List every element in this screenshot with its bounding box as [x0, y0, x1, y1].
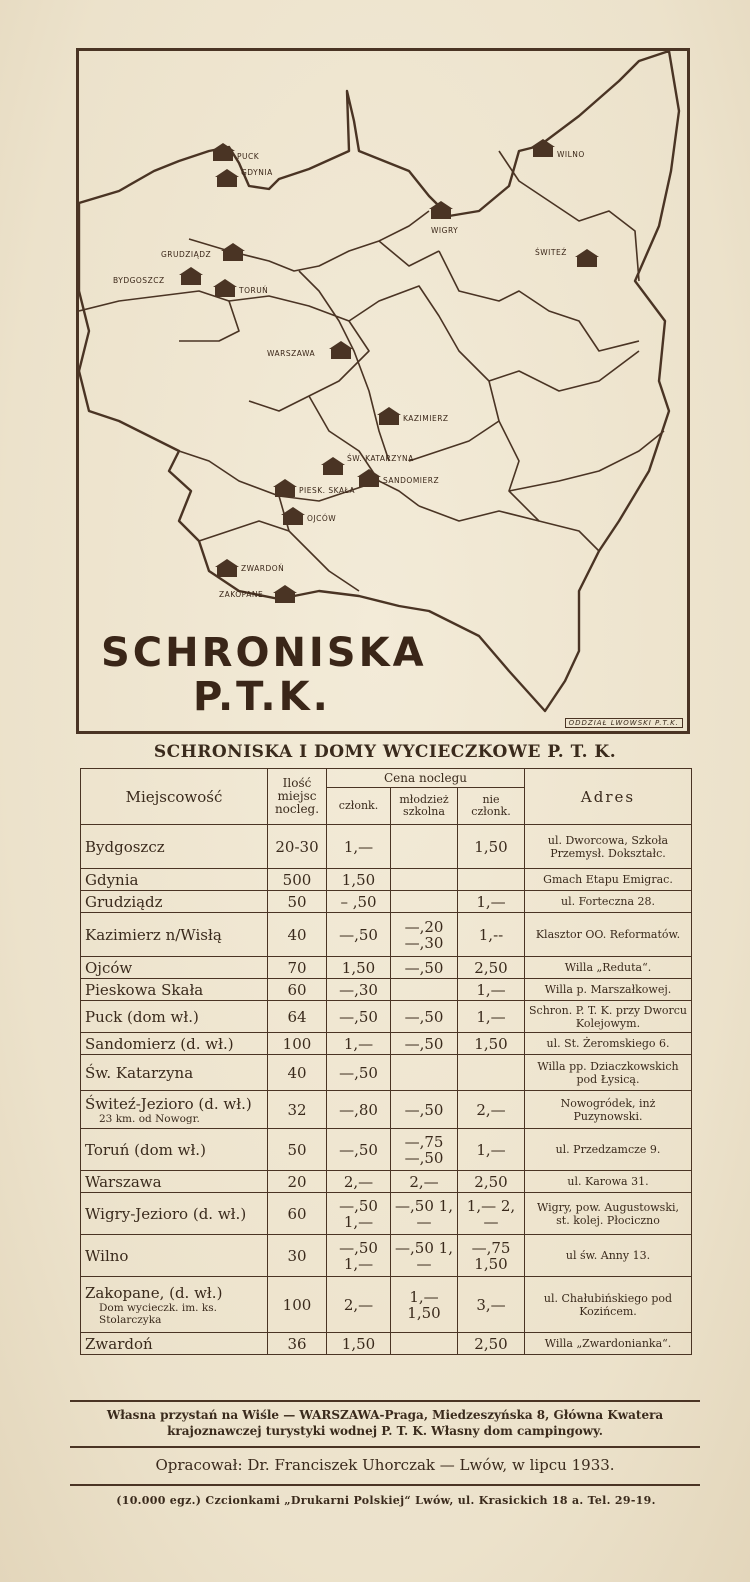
col-header-mlodziez: [391, 788, 458, 825]
cell-czlonk-text: —,50 1,—: [339, 1196, 378, 1231]
cell-czlonk: [327, 1333, 391, 1355]
cell-mlodziez-text: 1,— 1,50: [407, 1287, 441, 1322]
cell-miejscowosc-text: Ojców: [85, 958, 133, 977]
cell-miejsc: [268, 1333, 327, 1355]
cell-nie: [458, 1171, 525, 1193]
cell-mlodziez: [391, 957, 458, 979]
cell-miejscowosc: [81, 825, 268, 869]
cell-mlodziez: [391, 1129, 458, 1171]
cell-miejsc-text: 60: [287, 1204, 307, 1223]
cell-adres: [525, 1171, 692, 1193]
region-boundary: [419, 506, 539, 521]
place-label: PUCK: [237, 152, 260, 161]
cell-adres: [525, 1277, 692, 1333]
place-label: KAZIMIERZ: [403, 414, 449, 423]
table-row: [81, 1171, 692, 1193]
divider: [70, 1446, 700, 1448]
region-boundary: [79, 291, 239, 341]
cell-miejsc-text: 36: [287, 1334, 307, 1353]
cell-czlonk: [327, 1193, 391, 1235]
cell-miejsc: [268, 913, 327, 957]
shelter-icon: [429, 201, 453, 219]
poland-map: [79, 51, 687, 731]
region-boundary: [199, 521, 289, 541]
cell-nie: [458, 1055, 525, 1091]
cell-nie: [458, 957, 525, 979]
cell-mlodziez: [391, 1235, 458, 1277]
map-credit: ODDZIAŁ LWOWSKI P.T.K.: [565, 718, 683, 728]
place-label: OJCÓW: [307, 514, 337, 523]
cell-czlonk-text: 2,—: [343, 1172, 374, 1191]
cell-adres-text: Willa pp. Dziaczkowskich pod Łysicą.: [537, 1059, 679, 1086]
cell-miejscowosc: [81, 1055, 268, 1091]
cell-miejsc: [268, 1171, 327, 1193]
place-label: WARSZAWA: [267, 349, 316, 358]
cell-nie-text: —,75 1,50: [471, 1238, 511, 1273]
place-label: PIESK. SKAŁA: [299, 486, 355, 495]
cell-nie: [458, 1235, 525, 1277]
place-label: WIGRY: [431, 226, 459, 235]
cell-adres: [525, 913, 692, 957]
table-row: [81, 1091, 692, 1129]
cell-czlonk: [327, 825, 391, 869]
cell-nie-text: 1,--: [478, 925, 504, 944]
cell-miejscowosc-sub: 23 km. od Nowogr.: [99, 1112, 200, 1125]
shelter-icon: [215, 559, 239, 577]
cell-miejscowosc: [81, 1277, 268, 1333]
cell-czlonk-text: 1,—: [343, 837, 374, 856]
cell-czlonk: [327, 1277, 391, 1333]
cell-nie: [458, 979, 525, 1001]
cell-czlonk: [327, 979, 391, 1001]
cell-miejsc: [268, 1277, 327, 1333]
cell-adres: [525, 825, 692, 869]
cell-adres-text: Wigry, pow. Augustowski, st. kolej. Płociczno: [536, 1200, 680, 1227]
cell-mlodziez-text: —,50: [404, 958, 444, 977]
cell-miejscowosc-text: Kazimierz n/Wisłą: [85, 925, 222, 944]
cell-adres-text: ul. Forteczna 28.: [560, 895, 656, 908]
border-outline: [79, 51, 679, 711]
river: [299, 271, 389, 461]
col-header-mlodziez-1: młodzież: [399, 793, 449, 806]
cell-nie-text: 1,— 2,—: [466, 1196, 516, 1231]
cell-miejsc-text: 50: [287, 892, 307, 911]
col-header-ilosc-1: Ilość: [282, 776, 312, 790]
shelter-icon: [377, 407, 401, 425]
cell-miejsc: [268, 957, 327, 979]
table-row: [81, 1055, 692, 1091]
shelter-icon: [221, 243, 245, 261]
cell-miejsc: [268, 1033, 327, 1055]
cell-adres-text: ul św. Anny 13.: [565, 1249, 651, 1262]
place-label: ŚWITEŹ: [535, 248, 567, 257]
region-boundary: [439, 251, 639, 351]
cell-miejscowosc-text: Toruń (dom wł.): [85, 1140, 206, 1159]
shelter-icon: [575, 249, 599, 267]
cell-mlodziez: [391, 1055, 458, 1091]
region-boundary: [379, 241, 439, 266]
shelter-icon: [329, 341, 353, 359]
cell-nie: [458, 1033, 525, 1055]
place-label: SANDOMIERZ: [383, 476, 440, 485]
cell-adres-text: Willa „Zwardonianka“.: [544, 1337, 672, 1350]
col-header-miejscowosc: Miejscowość: [81, 769, 268, 825]
table-heading: SCHRONISKA I DOMY WYCIECZKOWE P. T. K.: [153, 742, 617, 762]
place-label: ŚW. KATARZYNA: [347, 454, 414, 463]
cell-mlodziez-text: —,50 1,—: [395, 1238, 453, 1273]
cell-mlodziez-text: —,50 1,—: [395, 1196, 453, 1231]
footer-print: (10.000 egz.) Czcionkami „Drukarni Polskiej“ Lwów, ul. Krasickich 18 a. Tel. 29-19.: [116, 1494, 656, 1507]
cell-adres: [525, 869, 692, 891]
cell-miejsc-text: 64: [287, 1007, 307, 1026]
cell-adres: [525, 1235, 692, 1277]
cell-mlodziez: [391, 1001, 458, 1033]
cell-adres-text: Klasztor OO. Reformatów.: [535, 928, 681, 941]
cell-miejsc: [268, 979, 327, 1001]
cell-adres-text: ul. Karowa 31.: [567, 1175, 649, 1188]
cell-czlonk-text: —,80: [339, 1100, 378, 1119]
cell-nie-text: 3,—: [476, 1295, 506, 1314]
col-header-nie-1: nie: [482, 793, 500, 806]
map-title-line2: P.T.K.: [193, 674, 331, 720]
cell-czlonk-text: 2,—: [343, 1295, 374, 1314]
cell-adres: [525, 957, 692, 979]
cell-miejscowosc: [81, 869, 268, 891]
table-row: [81, 869, 692, 891]
cell-czlonk-text: – ,50: [340, 892, 377, 911]
place-label: ZAKOPANE: [219, 590, 264, 599]
cell-miejsc-text: 20: [287, 1172, 307, 1191]
table-row: [81, 913, 692, 957]
cell-nie: [458, 1193, 525, 1235]
cell-nie: [458, 1277, 525, 1333]
cell-miejsc: [268, 1235, 327, 1277]
shelter-icon: [215, 169, 239, 187]
table-row: [81, 979, 692, 1001]
cell-miejsc-text: 100: [282, 1295, 312, 1314]
map-frame: [76, 48, 690, 734]
shelter-icon: [211, 143, 235, 161]
cell-miejscowosc: [81, 913, 268, 957]
cell-adres: [525, 1033, 692, 1055]
cell-nie: [458, 825, 525, 869]
cell-miejscowosc-text: Grudziądz: [85, 892, 163, 911]
cell-adres: [525, 891, 692, 913]
cell-czlonk-text: —,50: [339, 1140, 378, 1159]
cell-mlodziez: [391, 1171, 458, 1193]
cell-adres: [525, 1091, 692, 1129]
cell-nie: [458, 891, 525, 913]
cell-mlodziez: [391, 1333, 458, 1355]
cell-mlodziez-text: —,50: [404, 1034, 444, 1053]
cell-miejsc: [268, 1055, 327, 1091]
cell-nie-text: 1,50: [474, 837, 508, 856]
cell-mlodziez-text: 2,—: [409, 1172, 439, 1191]
cell-miejscowosc-text: Św. Katarzyna: [85, 1063, 194, 1082]
col-header-nie-2: członk.: [471, 805, 511, 818]
cell-miejscowosc-text: Świteź-Jezioro (d. wł.): [85, 1094, 252, 1113]
cell-miejscowosc: [81, 1193, 268, 1235]
cell-czlonk-text: 1,50: [341, 1334, 376, 1353]
cell-adres: [525, 1333, 692, 1355]
region-boundary: [499, 151, 639, 281]
cell-adres-text: Gmach Etapu Emigrac.: [543, 873, 673, 886]
table-row: [81, 1129, 692, 1171]
cell-miejsc: [268, 1091, 327, 1129]
table-row: [81, 1001, 692, 1033]
cell-miejscowosc: [81, 1001, 268, 1033]
cell-czlonk-text: 1,—: [343, 1034, 374, 1053]
cell-czlonk-text: —,50: [339, 925, 378, 944]
col-header-ilosc: [268, 769, 327, 825]
cell-miejscowosc-sub: Dom wycieczk. im. ks. Stolarczyka: [99, 1301, 217, 1326]
cell-adres-text: ul. St. Żeromskiego 6.: [546, 1037, 670, 1050]
cell-nie: [458, 869, 525, 891]
cell-nie: [458, 1129, 525, 1171]
cell-mlodziez: [391, 1091, 458, 1129]
place-label: ZWARDOŃ: [241, 564, 285, 573]
col-header-czlonk: członk.: [327, 788, 391, 825]
cell-adres-text: ul. Dworcowa, Szkoła Przemysł. Dokształc.: [547, 833, 669, 860]
cell-miejscowosc: [81, 957, 268, 979]
cell-miejscowosc-text: Pieskowa Skała: [85, 980, 204, 999]
cell-nie: [458, 1091, 525, 1129]
cell-nie-text: 1,—: [476, 1140, 506, 1159]
shelter-icon: [273, 479, 297, 497]
cell-mlodziez-text: —,50: [404, 1007, 444, 1026]
cell-mlodziez-text: —,20 —,30: [404, 917, 444, 952]
place-label: BYDGOSZCZ: [113, 276, 165, 285]
cell-miejsc-text: 500: [282, 870, 312, 889]
cell-nie-text: 2,50: [474, 1334, 508, 1353]
cell-miejscowosc: [81, 1033, 268, 1055]
cell-miejscowosc: [81, 1129, 268, 1171]
cell-miejsc: [268, 1193, 327, 1235]
region-boundary: [499, 421, 599, 551]
region-boundary: [489, 351, 639, 391]
shelter-icon: [357, 469, 381, 487]
table-row: [81, 891, 692, 913]
cell-miejscowosc: [81, 1333, 268, 1355]
cell-adres-text: Willa p. Marszałkowej.: [544, 983, 672, 996]
cell-miejscowosc: [81, 979, 268, 1001]
divider: [70, 1400, 700, 1402]
cell-adres: [525, 1129, 692, 1171]
place-label: GRUDZIĄDZ: [161, 250, 212, 259]
region-boundary: [189, 211, 429, 271]
cell-adres-text: Nowogródek, inż Puzynowski.: [560, 1096, 656, 1123]
cell-miejsc-text: 50: [287, 1140, 307, 1159]
col-header-mlodziez-2: szkolna: [403, 805, 445, 818]
cell-mlodziez: [391, 1277, 458, 1333]
table-row: [81, 957, 692, 979]
col-header-ilosc-3: nocleg.: [274, 802, 320, 816]
cell-czlonk-text: 1,50: [341, 958, 376, 977]
cell-miejsc: [268, 1001, 327, 1033]
region-boundary: [509, 431, 664, 491]
cell-miejscowosc-text: Sandomierz (d. wł.): [85, 1034, 234, 1053]
cell-mlodziez: [391, 825, 458, 869]
cell-czlonk: [327, 1129, 391, 1171]
cell-nie-text: 1,—: [476, 1007, 506, 1026]
cell-adres: [525, 1193, 692, 1235]
cell-czlonk-text: —,50: [339, 1007, 378, 1026]
cell-czlonk: [327, 957, 391, 979]
footer-note: Własna przystań na Wiśle — WARSZAWA-Praga, Miedzeszyńska 8, Główna Kwatera krajoznawczej turystyki wodnej P. T. K. Własny dom campingowy.: [106, 1408, 664, 1438]
cell-czlonk: [327, 1171, 391, 1193]
cell-miejscowosc-text: Zakopane, (d. wł.): [85, 1283, 223, 1302]
cell-czlonk: [327, 1091, 391, 1129]
place-label: WILNO: [557, 150, 585, 159]
cell-mlodziez-text: —,50: [404, 1100, 444, 1119]
table-row: [81, 1277, 692, 1333]
col-header-cena: Cena noclegu: [327, 769, 525, 788]
cell-miejscowosc-text: Puck (dom wł.): [85, 1007, 199, 1026]
table-row: [81, 825, 692, 869]
table-row: [81, 1333, 692, 1355]
cell-czlonk: [327, 913, 391, 957]
cell-nie: [458, 1001, 525, 1033]
table-row: [81, 1235, 692, 1277]
cell-miejsc-text: 20-30: [275, 837, 319, 856]
map-title-line1: SCHRONISKA: [101, 630, 427, 676]
cell-mlodziez-text: —,75 —,50: [404, 1132, 444, 1167]
shelter-icon: [213, 279, 237, 297]
shelter-icon: [321, 457, 345, 475]
cell-miejsc-text: 70: [287, 958, 307, 977]
cell-miejscowosc: [81, 1091, 268, 1129]
cell-czlonk: [327, 1033, 391, 1055]
cell-nie: [458, 1333, 525, 1355]
divider: [70, 1484, 700, 1486]
cell-miejsc: [268, 825, 327, 869]
col-header-ilosc-2: miejsc: [277, 789, 317, 803]
shelter-icon: [281, 507, 305, 525]
cell-miejsc-text: 60: [287, 980, 307, 999]
cell-czlonk-text: —,50 1,—: [339, 1238, 378, 1273]
cell-adres: [525, 1055, 692, 1091]
cell-nie-text: 2,50: [474, 958, 508, 977]
cell-miejscowosc: [81, 891, 268, 913]
footer-author: Opracował: Dr. Franciszek Uhorczak — Lwów, w lipcu 1933.: [155, 1456, 615, 1474]
col-header-adres: Adres: [525, 769, 692, 825]
cell-miejscowosc-text: Bydgoszcz: [85, 837, 165, 856]
shelter-icon: [531, 139, 555, 157]
cell-czlonk: [327, 1001, 391, 1033]
cell-miejsc: [268, 869, 327, 891]
cell-adres-text: Willa „Reduta“.: [564, 961, 652, 974]
cell-miejscowosc-text: Zwardoń: [85, 1334, 153, 1353]
table-row: [81, 1033, 692, 1055]
cell-nie-text: 2,—: [476, 1100, 506, 1119]
cell-czlonk-text: 1,50: [341, 870, 376, 889]
cell-mlodziez: [391, 1033, 458, 1055]
cell-czlonk-text: —,50: [339, 1063, 378, 1082]
cell-miejscowosc-text: Wilno: [85, 1246, 129, 1265]
cell-czlonk: [327, 1235, 391, 1277]
cell-miejsc: [268, 891, 327, 913]
place-label: TORUŃ: [239, 286, 269, 295]
map-title: [101, 631, 427, 719]
cell-mlodziez: [391, 913, 458, 957]
cell-miejsc: [268, 1129, 327, 1171]
cell-nie-text: 1,—: [476, 892, 506, 911]
region-boundary: [349, 286, 499, 461]
cell-miejscowosc: [81, 1171, 268, 1193]
cell-adres-text: ul. Przedzamcze 9.: [555, 1143, 661, 1156]
cell-miejscowosc-text: Wigry-Jezioro (d. wł.): [85, 1204, 247, 1223]
cell-czlonk: [327, 1055, 391, 1091]
cell-adres: [525, 1001, 692, 1033]
cell-miejsc-text: 100: [282, 1034, 312, 1053]
cell-nie-text: 2,50: [474, 1172, 508, 1191]
cell-mlodziez: [391, 891, 458, 913]
cell-miejsc-text: 32: [287, 1100, 307, 1119]
cell-czlonk: [327, 869, 391, 891]
cell-miejsc-text: 40: [287, 925, 307, 944]
cell-nie-text: 1,50: [474, 1034, 508, 1053]
cell-czlonk: [327, 891, 391, 913]
table-body: [81, 825, 692, 1355]
cell-miejscowosc-text: Warszawa: [85, 1172, 162, 1191]
cell-adres: [525, 979, 692, 1001]
cell-miejsc-text: 30: [287, 1246, 307, 1265]
cell-adres-text: Schron. P. T. K. przy Dworcu Kolejowym.: [529, 1003, 687, 1030]
cell-miejscowosc: [81, 1235, 268, 1277]
cell-mlodziez: [391, 869, 458, 891]
cell-nie-text: 1,—: [476, 980, 506, 999]
cell-mlodziez: [391, 1193, 458, 1235]
cell-nie: [458, 913, 525, 957]
col-header-nie: [458, 788, 525, 825]
cell-miejsc-text: 40: [287, 1063, 307, 1082]
shelter-icon: [179, 267, 203, 285]
place-label: GDYNIA: [241, 168, 273, 177]
table-row: [81, 1193, 692, 1235]
cell-adres-text: ul. Chałubińskiego pod Kozińcem.: [543, 1291, 673, 1318]
cell-miejscowosc-text: Gdynia: [85, 870, 139, 889]
shelter-icon: [273, 585, 297, 603]
cell-czlonk-text: —,30: [339, 980, 378, 999]
shelters-table: [80, 768, 692, 1355]
cell-mlodziez: [391, 979, 458, 1001]
